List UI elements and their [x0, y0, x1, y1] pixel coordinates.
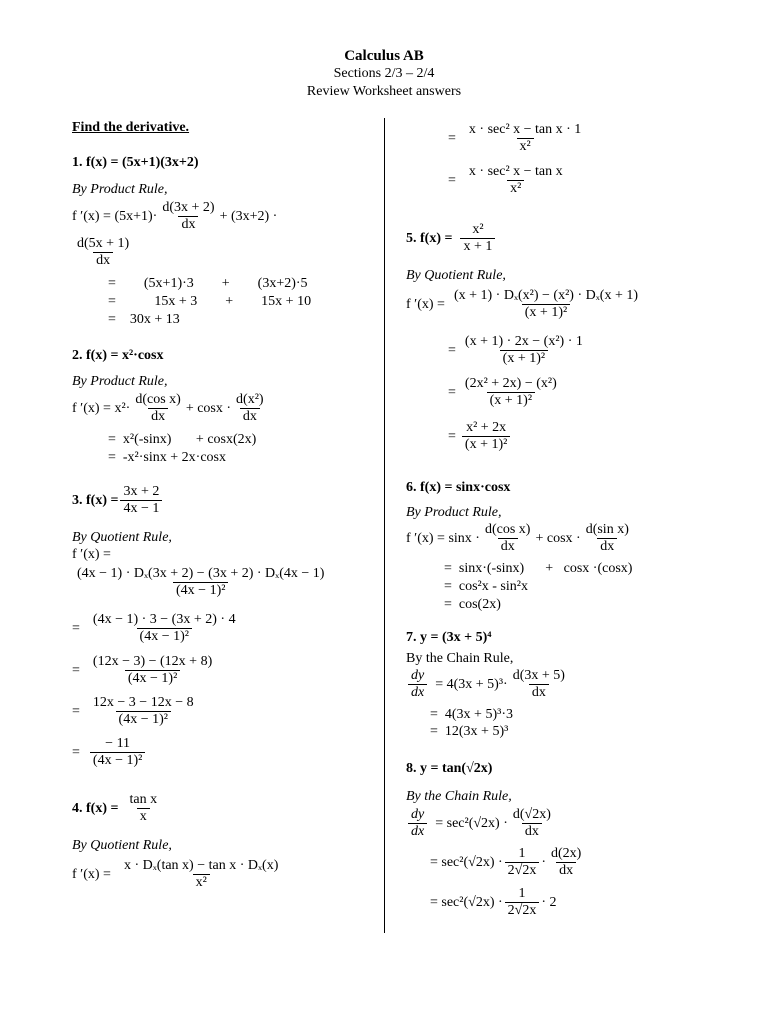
- worksheet-title: Calculus AB: [344, 48, 424, 64]
- p5-title-fraction: [460, 222, 495, 255]
- subtitle-line: Review Worksheet answers: [306, 84, 462, 99]
- problem-5-title: [406, 222, 497, 255]
- p8-l1-fraction: [510, 807, 554, 840]
- p8-dx: dx: [408, 823, 427, 840]
- problem-5-method: By Quotient Rule,: [406, 268, 506, 283]
- p5-line-1: [406, 288, 643, 321]
- problem-6-title: 6. f(x) = sinx·cosx: [406, 480, 511, 495]
- p2-l1-fraction: [132, 392, 184, 425]
- p5-l3-fraction: [462, 376, 560, 409]
- p3-l5-num: − 11: [105, 736, 131, 751]
- p3-l2-fraction: [90, 612, 239, 645]
- problem-4-title: [72, 792, 162, 825]
- problem-1-title: 1. f(x) = (5x+1)(3x+2): [72, 155, 199, 170]
- p4-line-1: [72, 858, 283, 891]
- p5-l2-den: (x + 1)²: [500, 350, 548, 367]
- p4c-l2-den: x²: [507, 180, 524, 197]
- p5-line-3: = $\frac{\text{(2x² + 2x) − (x²)}}{\text{(x + 1)²}}$: [448, 376, 562, 409]
- p3-fprime: f ′(x) =: [72, 547, 111, 562]
- p6-l1-den: dx: [498, 538, 518, 555]
- p7-l1-den: dx: [529, 684, 549, 701]
- p6-step-3: = cos(2x): [444, 597, 501, 612]
- p3-l4-num: 12x − 3 − 12x − 8: [92, 695, 194, 710]
- p5-fprime: f ′(x) =: [406, 296, 445, 312]
- p8-line-3: [430, 886, 557, 919]
- p3-l1-num: (4x − 1) · Dₓ(3x + 2) − (3x + 2) · Dₓ(4x − 1): [77, 566, 325, 581]
- p4-title-num: tan x: [129, 792, 158, 807]
- p4c-l1-den: x²: [517, 138, 534, 155]
- p8-l2-den: 2√2x: [505, 862, 540, 879]
- p1-l1-prefix: f ′(x) = (5x+1)·: [72, 208, 158, 224]
- p5-l4-fraction: [462, 420, 510, 453]
- p8-l2-den2: dx: [556, 862, 576, 879]
- p8-l3-den: 2√2x: [505, 902, 540, 919]
- p8-l2-fraction: [505, 846, 540, 879]
- p4-cont-line-2: = $\frac{\text{x · sec² x − tan x}}{\text{x²}}$: [448, 164, 568, 197]
- column-divider: [384, 118, 385, 933]
- p5-l4-den: (x + 1)²: [462, 436, 510, 453]
- p2-l1-num: d(cos x): [135, 392, 181, 407]
- problem-1-line-1: [72, 200, 277, 233]
- problem-7-method: By the Chain Rule,: [406, 651, 514, 666]
- p3-l1-den: (4x − 1)²: [173, 582, 228, 599]
- p3-line-1: [72, 566, 329, 599]
- p7-step-1: = 4(3x + 5)³·3: [430, 707, 513, 722]
- p3-l3-fraction: [90, 654, 215, 687]
- p5-title-label: 5. f(x) =: [406, 230, 453, 246]
- p8-l2-fraction-2: [548, 846, 584, 879]
- p1-l2-num: d(5x + 1): [77, 236, 130, 251]
- p2-l1-mid: + cosx ·: [185, 400, 232, 416]
- problem-7-title: 7. y = (3x + 5)⁴: [406, 630, 492, 645]
- problem-3-method: By Quotient Rule,: [72, 530, 172, 545]
- p8-l2-mid: ·: [541, 854, 546, 870]
- p5-line-4: = $\frac{\text{x² + 2x}}{\text{(x + 1)²}}$: [448, 420, 512, 453]
- p2-l1-fraction-2: [233, 392, 267, 425]
- p4-l1-fraction: [121, 858, 281, 891]
- p3-title-fraction: [120, 484, 162, 517]
- p3-l4-fraction: [90, 695, 197, 728]
- p3-l5-fraction: [90, 736, 145, 769]
- p7-dy: dy: [411, 668, 425, 683]
- p3-line-2: = $\frac{(4x - 1) \cdot 3 - (3x + 2) \cdot 4}{\text{(4x − 1)²}}$: [72, 612, 241, 645]
- problem-8-title: 8. y = tan(√2x): [406, 761, 493, 776]
- p8-l2-prefix: = sec²(√2x) ·: [430, 854, 503, 870]
- p5-l3-num: (2x² + 2x) − (x²): [464, 376, 557, 391]
- p5-l1-den: (x + 1)²: [522, 304, 570, 321]
- p2-l1-prefix: f ′(x) = x²·: [72, 400, 131, 416]
- p7-dx: dx: [408, 684, 427, 701]
- p4-l1-den: x²: [193, 874, 210, 891]
- instruction-heading: Find the derivative.: [72, 120, 190, 135]
- p1-l1-den: dx: [178, 216, 198, 233]
- p8-dydx: [408, 807, 427, 840]
- p1-step-1: = (5x+1)·3 + (3x+2)·5: [108, 276, 308, 291]
- p4c-l1-num: x · sec² x − tan x · 1: [468, 122, 582, 137]
- p8-l1-den: dx: [522, 823, 542, 840]
- p8-line-2: [430, 846, 586, 879]
- p7-line-1: [406, 668, 570, 701]
- p5-l4-num: x² + 2x: [466, 420, 507, 435]
- p1-l2-fraction: [74, 236, 132, 269]
- p5-title-num: x²: [472, 222, 484, 237]
- p4-fprime: f ′(x) =: [72, 866, 111, 882]
- p1-l2-den: dx: [93, 252, 113, 269]
- p3-l2-den: (4x − 1)²: [137, 628, 192, 645]
- p3-l5-den: (4x − 1)²: [90, 752, 145, 769]
- p3-line-3: = $\frac{(12x - 3) - (12x + 8)}{\text{(4x − 1)²}}$: [72, 654, 217, 687]
- p4c-l2-fraction: [466, 164, 566, 197]
- p6-l1-mid: + cosx ·: [535, 530, 581, 546]
- problem-4-method: By Quotient Rule,: [72, 838, 172, 853]
- p5-l1-num: (x + 1) · Dₓ(x²) − (x²) · Dₓ(x + 1): [453, 288, 638, 303]
- p6-l1-fraction: [482, 522, 534, 555]
- p8-l3-prefix: = sec²(√2x) ·: [430, 894, 503, 910]
- p1-step-3: = 30x + 13: [108, 312, 180, 327]
- p7-l1-num: d(3x + 5): [512, 668, 565, 683]
- p3-title-num: 3x + 2: [123, 484, 160, 499]
- p6-l1-den2: dx: [597, 538, 617, 555]
- p3-l1-fraction: [74, 566, 327, 599]
- p6-step-2: = cos²x - sin²x: [444, 579, 528, 594]
- p1-l1-suffix: + (3x+2) ·: [219, 208, 278, 224]
- p4-title-den: x: [137, 808, 150, 825]
- p6-l1-fraction-2: [583, 522, 632, 555]
- p1-l1-num: d(3x + 2): [162, 200, 215, 215]
- problem-2-title: 2. f(x) = x²·cosx: [72, 348, 164, 363]
- p7-step-2: = 12(3x + 5)³: [430, 724, 509, 739]
- p4-l1-num: x · Dₓ(tan x) − tan x · Dₓ(x): [123, 858, 279, 873]
- problem-2-method: By Product Rule,: [72, 374, 168, 389]
- problem-1-method: By Product Rule,: [72, 182, 168, 197]
- p8-line-1: [406, 807, 556, 840]
- p6-l1-num2: d(sin x): [585, 522, 629, 537]
- p5-l1-fraction: [451, 288, 641, 321]
- p8-l1-prefix: = sec²(√2x) ·: [435, 815, 508, 831]
- p3-l3-num: (12x − 3) − (12x + 8): [92, 654, 213, 669]
- p2-l1-den: dx: [148, 408, 168, 425]
- p3-title-label: 3. f(x) =: [72, 492, 119, 508]
- problem-3-title: [72, 484, 164, 517]
- p4-title-fraction: [126, 792, 160, 825]
- p2-step-2: = -x²·sinx + 2x·cosx: [108, 450, 226, 465]
- p3-line-5: = $\frac{- 11}{\text{(4x − 1)²}}$: [72, 736, 147, 769]
- problem-2-line-1: [72, 392, 269, 425]
- p8-dy: dy: [411, 807, 425, 822]
- p6-line-1: [406, 522, 634, 555]
- p6-l1-num: d(cos x): [484, 522, 531, 537]
- p4-title-label: 4. f(x) =: [72, 800, 119, 816]
- p5-l3-den: (x + 1)²: [487, 392, 535, 409]
- p8-l3-num: 1: [518, 886, 526, 901]
- problem-6-method: By Product Rule,: [406, 505, 502, 520]
- p8-l1-num: d(√2x): [512, 807, 551, 822]
- p5-l2-num: (x + 1) · 2x − (x²) · 1: [464, 334, 583, 349]
- p5-title-den: x + 1: [460, 238, 495, 255]
- problem-8-method: By the Chain Rule,: [406, 789, 512, 804]
- p7-dydx: [408, 668, 427, 701]
- p3-l3-den: (4x − 1)²: [125, 670, 180, 687]
- p2-step-1: = x²(-sinx) + cosx(2x): [108, 432, 257, 447]
- p6-step-1: = sinx·(-sinx) + cosx ·(cosx): [444, 561, 633, 576]
- p4-cont-line-1: = $\frac{\text{x · sec² x − tan x · 1}}{\text{x²}}$: [448, 122, 586, 155]
- p8-l3-suffix: · 2: [541, 894, 557, 910]
- p5-line-2: = $\frac{\text{(x + 1) · 2x − (x²) · 1}}{\text{(x + 1)²}}$: [448, 334, 588, 367]
- p2-l1-num2: d(x²): [236, 392, 264, 407]
- p3-line-4: = $\frac{12x - 3 - 12x - 8}{\text{(4x − 1)²}}$: [72, 695, 199, 728]
- sections-line: Sections 2/3 – 2/4: [333, 66, 435, 81]
- p5-l2-fraction: [462, 334, 586, 367]
- p1-step-2: = 15x + 3 + 15x + 10: [108, 294, 312, 309]
- problem-1-line-2: [72, 236, 134, 269]
- p2-l1-den2: dx: [240, 408, 260, 425]
- p6-l1-prefix: f ′(x) = sinx ·: [406, 530, 480, 546]
- p4c-l2-num: x · sec² x − tan x: [468, 164, 563, 179]
- p7-l1-fraction: [510, 668, 568, 701]
- p8-l3-fraction: [505, 886, 540, 919]
- p4c-l1-fraction: [466, 122, 584, 155]
- p8-l2-num: 1: [518, 846, 526, 861]
- p3-title-den: 4x − 1: [120, 500, 162, 517]
- p8-l2-num2: d(2x): [551, 846, 582, 861]
- p7-l1-prefix: = 4(3x + 5)³·: [435, 676, 508, 692]
- p3-l4-den: (4x − 1)²: [116, 711, 171, 728]
- p3-l2-num: (4x − 1) · 3 − (3x + 2) · 4: [92, 612, 236, 627]
- p1-l1-fraction: [159, 200, 217, 233]
